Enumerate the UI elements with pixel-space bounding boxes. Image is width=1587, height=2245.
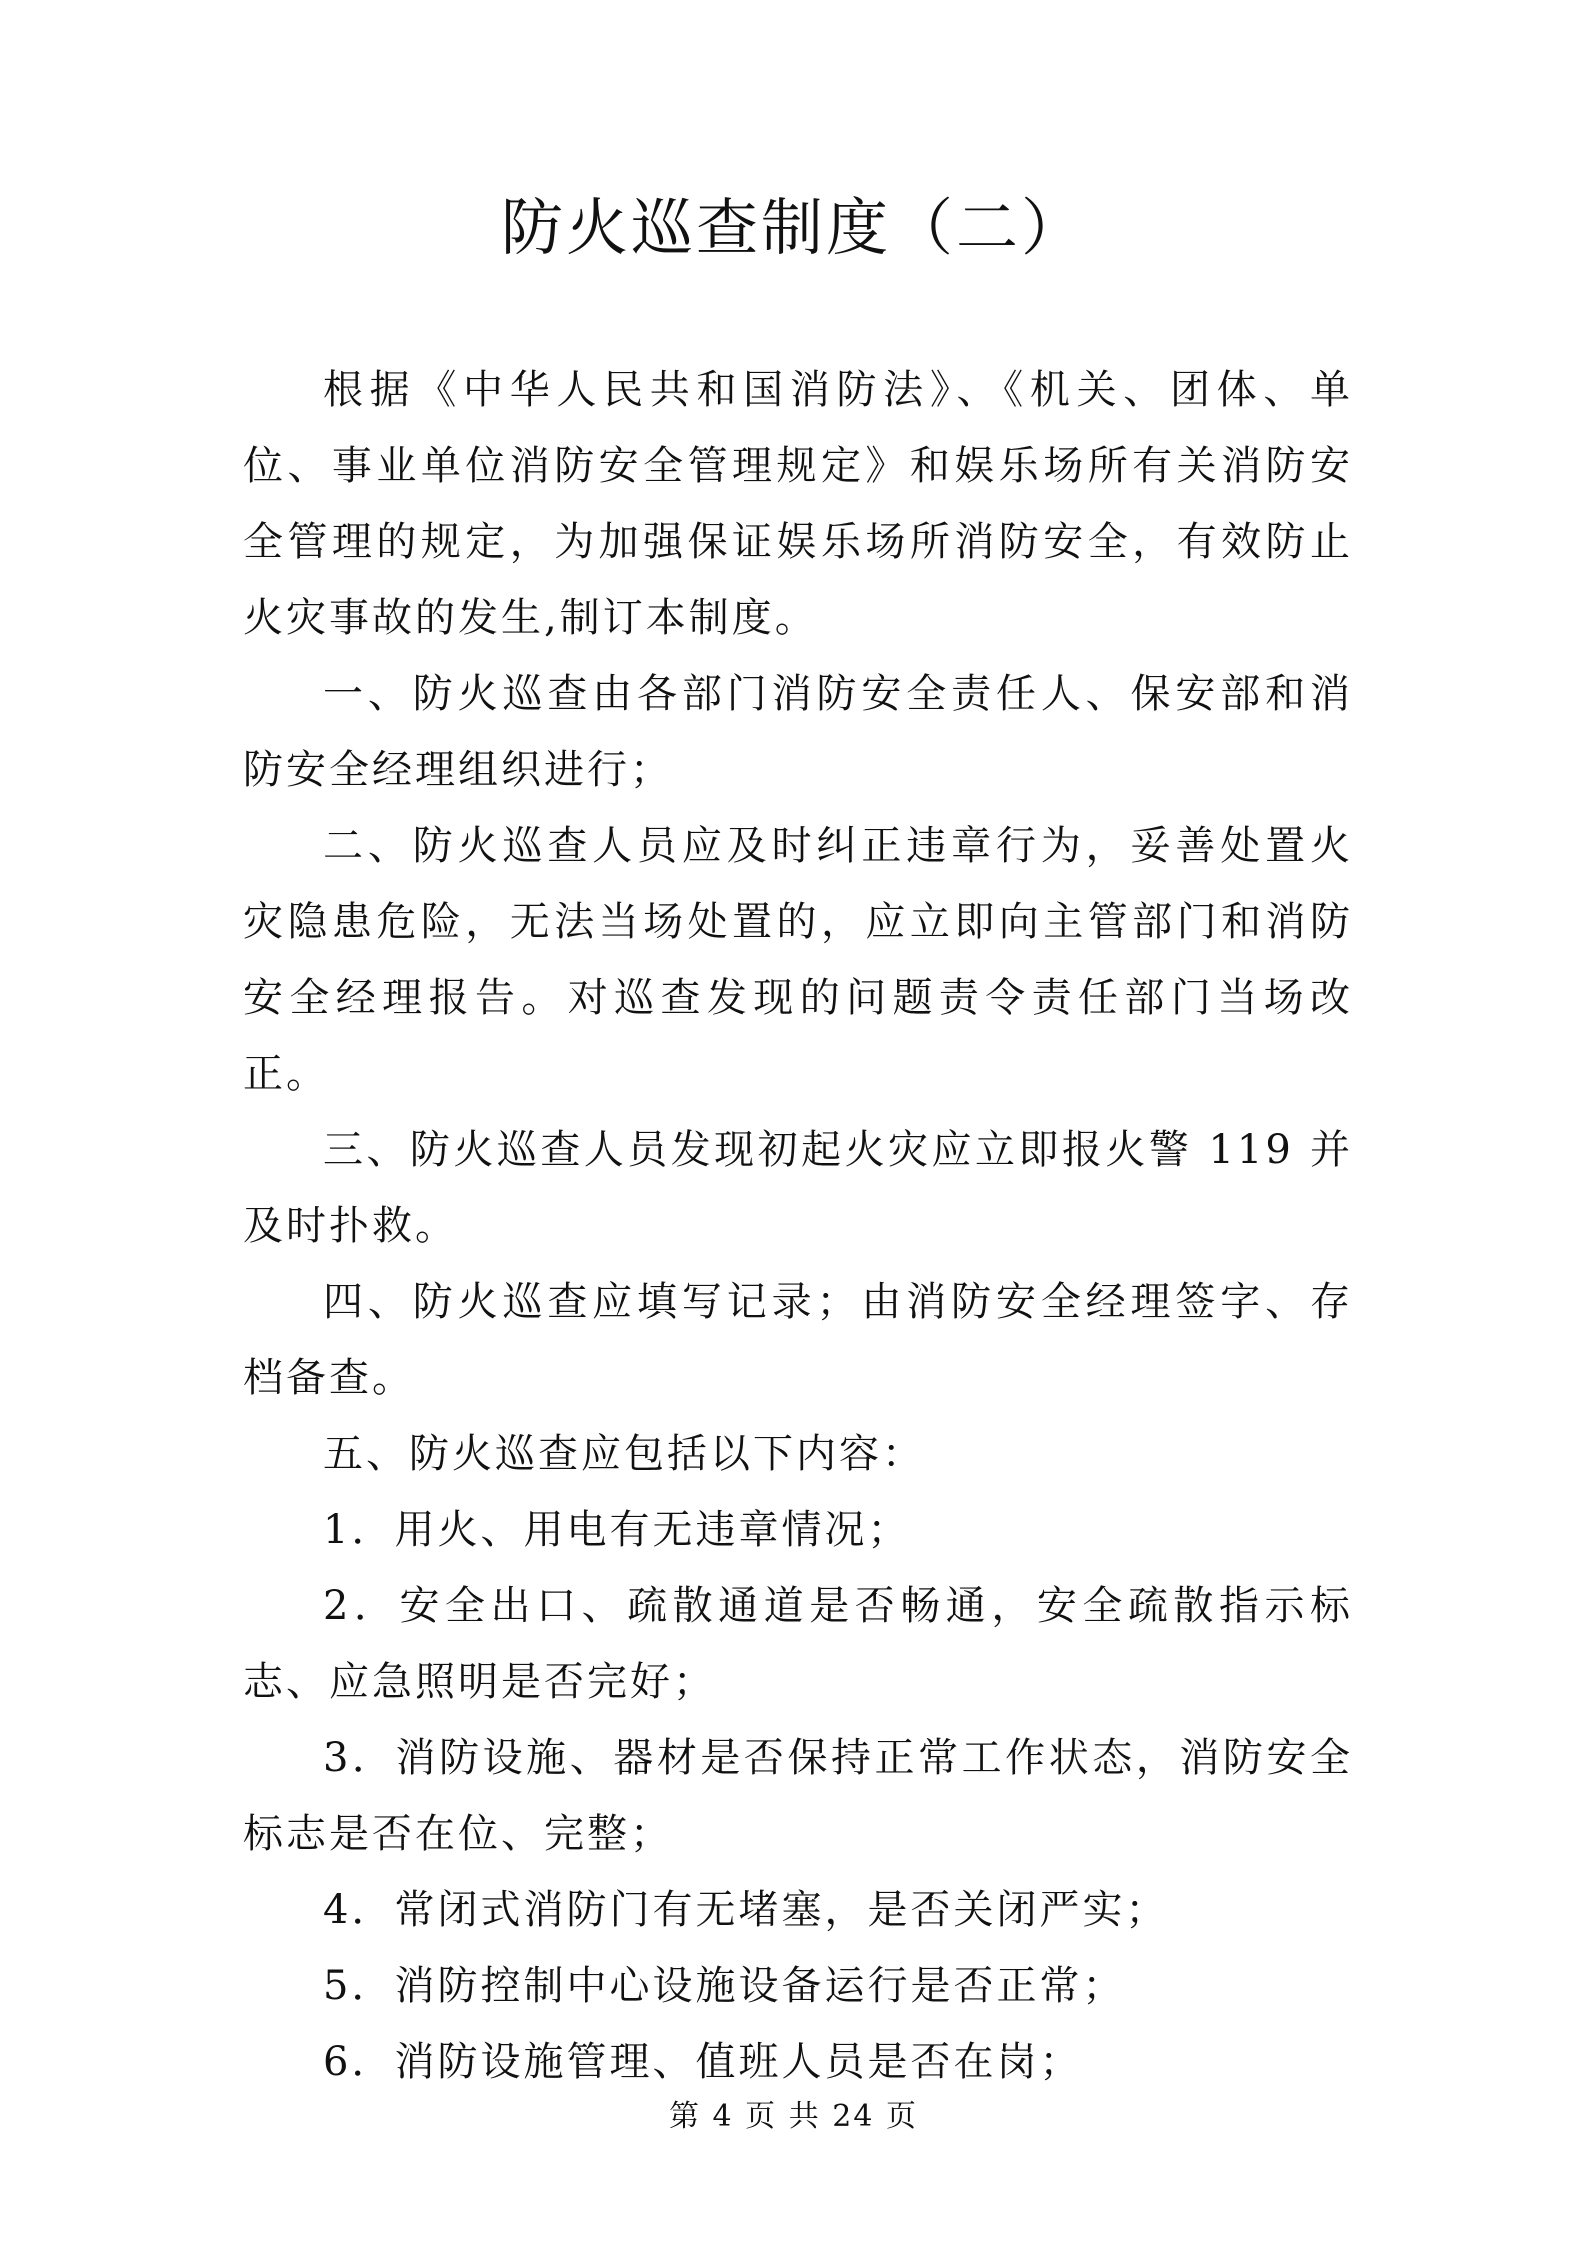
paragraph-item-2: 二、防火巡查人员应及时纠正违章行为，妥善处置火灾隐患危险，无法当场处置的，应立即向主管部门和消防安全经理报告。对巡查发现的问题责令责任部门当场改正。 bbox=[243, 823, 1353, 1097]
list-item-4: 4．常闭式消防门有无堵塞，是否关闭严实； bbox=[323, 1887, 1169, 1933]
document-body bbox=[243, 352, 1353, 2100]
list-item-2: 2．安全出口、疏散通道是否畅通，安全疏散指示标志、应急照明是否完好； bbox=[243, 1583, 1353, 1705]
page-number: 第 4 页 共 24 页 bbox=[669, 2099, 918, 2134]
document-title: 防火巡查制度（二） bbox=[500, 191, 1086, 264]
list-item-1: 1．用火、用电有无违章情况； bbox=[323, 1507, 911, 1553]
list-item-6: 6．消防设施管理、值班人员是否在岗； bbox=[323, 2039, 1083, 2085]
paragraph-intro: 根据《中华人民共和国消防法》、《机关、团体、单位、事业单位消防安全管理规定》和娱乐场所有关消防安全管理的规定，为加强保证娱乐场所消防安全，有效防止火灾事故的发生,制订本制度。 bbox=[243, 367, 1353, 641]
list-item-5: 5．消防控制中心设施设备运行是否正常； bbox=[323, 1963, 1126, 2009]
paragraph-item-1: 一、防火巡查由各部门消防安全责任人、保安部和消防安全经理组织进行； bbox=[243, 671, 1353, 793]
paragraph-item-5: 五、防火巡查应包括以下内容： bbox=[323, 1431, 925, 1477]
paragraph-item-4: 四、防火巡查应填写记录；由消防安全经理签字、存档备查。 bbox=[243, 1279, 1353, 1401]
paragraph-item-3: 三、防火巡查人员发现初起火灾应立即报火警 119 并及时扑救。 bbox=[243, 1127, 1353, 1249]
list-item-3: 3．消防设施、器材是否保持正常工作状态，消防安全标志是否在位、完整； bbox=[243, 1735, 1353, 1857]
